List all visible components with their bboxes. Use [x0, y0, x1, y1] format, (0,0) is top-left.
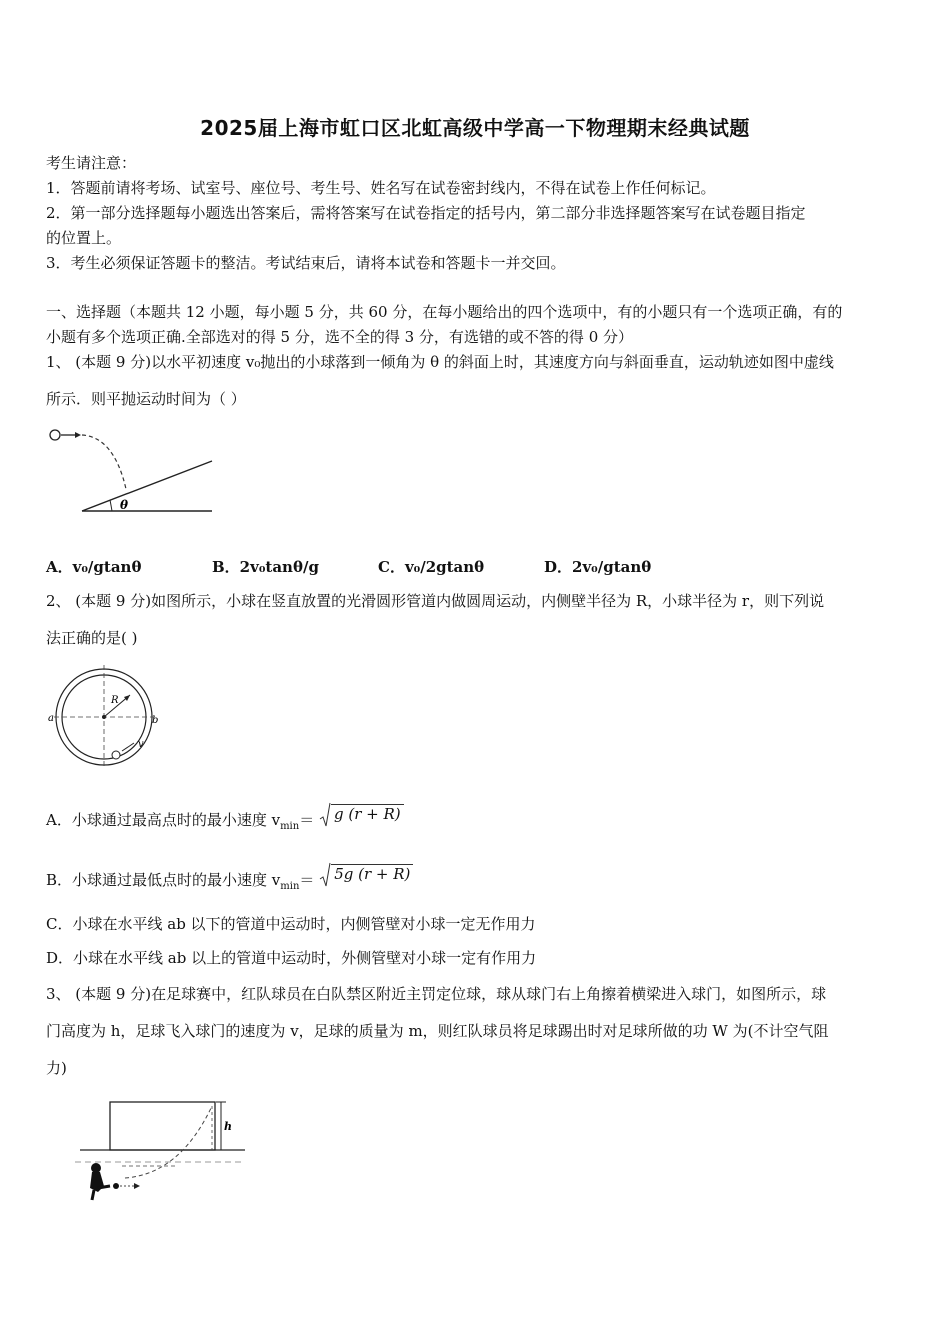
velocity-label: v [138, 739, 144, 750]
q3-goal-figure [70, 1096, 250, 1206]
notice-item-2: 2．第一部分选择题每小题选出答案后，需将答案写在试卷指定的括号内，第二部分非选择题答案写在试卷题目指定 [46, 204, 806, 222]
radical-sign-icon [319, 862, 331, 888]
kick-arrow-icon [134, 1183, 140, 1189]
sqrt-radicand-a: g (r + R) [331, 804, 404, 823]
q2-option-c[interactable]: C．小球在水平线 ab 以下的管道中运动时，内侧管壁对小球一定无作用力 [46, 915, 536, 933]
notice-item-1: 1．答题前请将考场、试室号、座位号、考生号、姓名写在试卷密封线内，不得在试卷上作任何标记。 [46, 179, 716, 197]
small-ball-icon [112, 751, 120, 759]
trajectory-dashed [82, 435, 126, 489]
height-label: h [224, 1120, 232, 1133]
notice-item-3: 3．考生必须保证答题卡的整洁。考试结束后，请将本试卷和答题卡一并交回。 [46, 254, 566, 272]
ball-trajectory [125, 1106, 212, 1178]
notice-item-2-cont: 的位置上。 [46, 229, 122, 247]
incline-line [82, 461, 212, 511]
q1-incline-figure [44, 423, 219, 518]
q2-option-a[interactable] [46, 805, 908, 837]
point-b-label: b [152, 715, 159, 726]
q2-stem-line2: 法正确的是( ) [46, 629, 138, 647]
q2-stem-line1: 2、 (本题 9 分)如图所示，小球在竖直放置的光滑圆形管道内做圆周运动，内侧壁半径为 R，小球半径为 r，则下列说 [46, 592, 825, 610]
radius-label: R [111, 695, 119, 706]
football-icon [113, 1183, 119, 1189]
subscript-min-b: min [280, 881, 300, 892]
notice-heading: 考生请注意： [46, 154, 137, 172]
sqrt-expression-a [319, 802, 404, 828]
sqrt-expression-b [319, 862, 413, 888]
theta-label: θ [120, 498, 129, 512]
equals-sign-a: ＝ [299, 811, 315, 829]
q2-option-b[interactable] [46, 865, 908, 897]
q1-stem-line1: 1、 (本题 9 分)以水平初速度 v₀抛出的小球落到一倾角为 θ 的斜面上时，其速度方向与斜面垂直，运动轨迹如图中虚线 [46, 353, 834, 371]
angle-arc [110, 500, 112, 511]
q2-option-d[interactable]: D．小球在水平线 ab 以上的管道中运动时，外侧管壁对小球一定有作用力 [46, 949, 537, 967]
q2-option-b-text: B．小球通过最低点时的最小速度 v [46, 871, 281, 889]
subscript-min-a: min [280, 821, 300, 832]
q1-option-c[interactable]: C．v₀/2gtanθ [378, 558, 485, 576]
equals-sign-b: ＝ [299, 871, 315, 889]
q2-option-a-text: A．小球通过最高点时的最小速度 v [46, 811, 281, 829]
arrowhead-icon [75, 432, 81, 438]
point-a-label: a [48, 713, 54, 724]
velocity-arrow [122, 743, 134, 751]
radical-sign-icon [319, 802, 331, 828]
player-kicking-icon [90, 1163, 110, 1200]
ball-icon [50, 430, 60, 440]
sqrt-radicand-b: 5g (r + R) [331, 864, 413, 883]
q3-stem-line1: 3、 (本题 9 分)在足球赛中，红队球员在白队禁区附近主罚定位球，球从球门右上角擦着横梁进入球门，如图所示，球 [46, 985, 827, 1003]
q1-option-a[interactable]: A．v₀/gtanθ [46, 558, 142, 576]
q1-option-b[interactable]: B．2v₀tanθ/g [212, 558, 319, 576]
section-heading-line1: 一、选择题（本题共 12 小题，每小题 5 分，共 60 分，在每小题给出的四个选项中，有的小题只有一个选项正确，有的 [46, 303, 843, 321]
q1-stem-line2: 所示．则平抛运动时间为（ ） [46, 390, 246, 408]
q2-circular-tube-figure [46, 663, 161, 771]
section-heading-line2: 小题有多个选项正确.全部选对的得 5 分，选不全的得 3 分，有选错的或不答的得 0 分） [46, 328, 634, 346]
goal-frame [110, 1102, 215, 1150]
q3-stem-line3: 力) [46, 1059, 67, 1077]
q3-stem-line2: 门高度为 h，足球飞入球门的速度为 v，足球的质量为 m，则红队球员将足球踢出时对足球所做的功 W 为(不计空气阻 [46, 1022, 829, 1040]
page-title: 2025届上海市虹口区北虹高级中学高一下物理期末经典试题 [200, 116, 750, 140]
q1-option-d[interactable]: D．2v₀/gtanθ [544, 558, 652, 576]
radius-arrow-icon [124, 695, 130, 701]
